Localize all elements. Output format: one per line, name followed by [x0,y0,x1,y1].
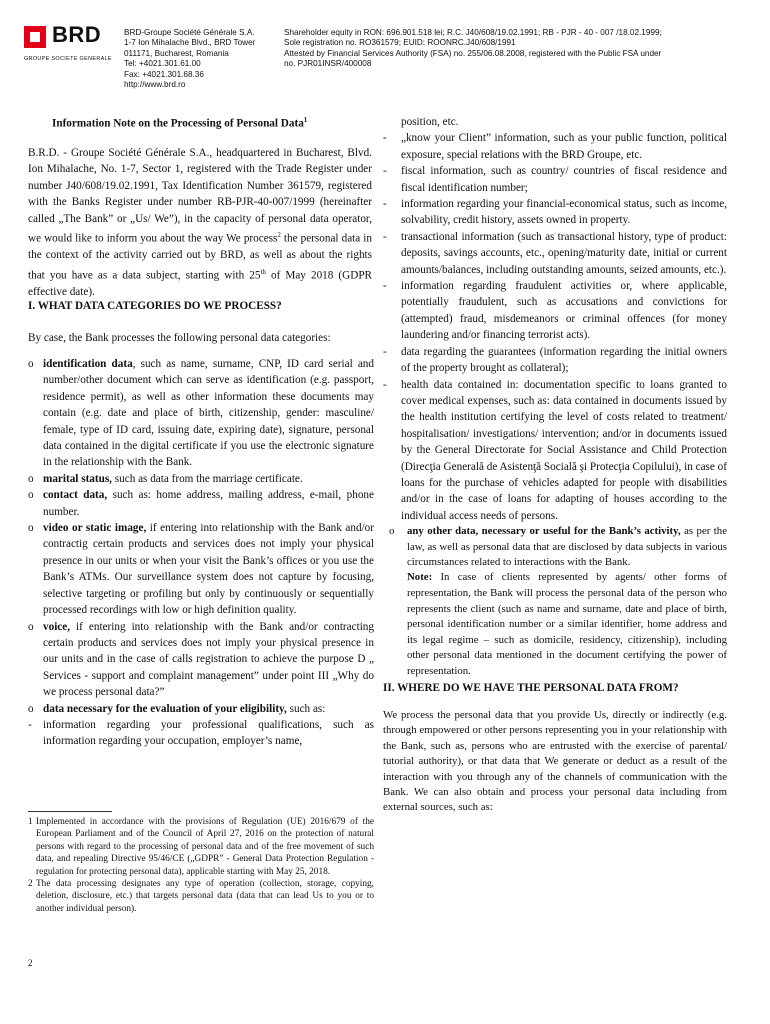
brd-logo-subtitle: GROUPE SOCIETE GENERALE [24,56,112,62]
list-item: o identification data, such as name, surname, CNP, ID card serial and number/other document which can serve as identification (e.g. passport, residence permit), as well as other information these documents may contain (e.g. date and place of birth, citizenship, gender: masculine/ female, type of ID card, issuing date, expiring date), signature, personal data contained in the digital certificate if you use the electronic signature in the relationship with the Bank. [28,358,374,469]
list-item: o marital status, such as data from the marriage certificate. [28,471,374,487]
list-item: o voice, if entering into relationship with the Bank and/or contracting certain products and services does not imply your physical presence in our units and in the case of calls registration to achieve the purpose D „ Services - support and complaint management” under point III „Why do we process personal data?” [28,620,374,699]
address-line: Fax: +4021.301.68.36 [124,69,204,79]
dash-marker: - [383,280,387,293]
bullet-marker: o [28,358,34,370]
website-link[interactable]: http://www.brd.ro [124,80,186,90]
footnote-number: 2 [28,879,33,890]
dash-marker: - [383,345,387,358]
footnote-ref[interactable]: 1 [303,116,308,124]
list-item: - transactional information (such as transactional history, type of product: deposits, savings accounts, etc., opening/maturity date, initial or current amounts/balances, including outstanding amounts, seized amounts, etc.). [383,230,727,276]
address-line: BRD-Groupe Société Générale S.A. [124,28,255,37]
section-paragraph: We process the personal data that you provide Us, directly or indirectly (e.g. through empowered or other persons representing you in your relationship with the Bank, such as, persons who are entrusted with the exercise of parental/ tutorial authority), or that data that We generate or deduct as a result of the interaction with you through any of the channels of communication with the Bank. We can also obtain and process your personal data including from external sources, such as: [383,708,727,814]
lead-paragraph: By case, the Bank processes the following personal data categories: [28,332,331,344]
list-item: o any other data, necessary or useful for the Bank’s activity, as per the law, as well as personal data that are disclosed by data subjects in various circumstances related to interactions with the Bank. [389,525,727,568]
list-item: - information regarding your professional qualifications, such as information regarding your occupation, employer’s name, [28,718,374,748]
address-line: Tel: +4021.301.61.00 [124,59,201,69]
list-item: o contact data, such as: home address, mailing address, e-mail, phone number. [28,489,374,518]
dash-marker: - [28,718,32,731]
footnote-number: 1 [28,817,33,827]
registration-line: no. PJR01INSR/400008 [284,59,372,69]
list-item: - „know your Client” information, such as your public function, political exposure, special relations with the BRD Groupe, etc. [383,132,727,161]
footnote: 1 Implemented in accordance with the provisions of Regulation (UE) 2016/679 of the European Parliament and of the Council of April 27, 2016 on the protection of natural persons with regard to the processing of personal data and of the free movement of such data, and repealing Directive 95/46/CE („GDPR” - General Data Protection Regulation - regulation for protecting personal data), applicable starting with May 25, 2018. [28,817,374,877]
brd-logo-text: BRD [52,22,102,47]
bullet-marker: o [28,702,34,715]
registration-line: Attested by Financial Services Authority (FSA) no. 255/06.08.2008, registered with the Public FSA under [284,48,662,58]
dash-marker: - [383,132,387,145]
footnote-ref[interactable]: 2 [277,231,281,240]
dash-marker: - [383,378,387,391]
footnotes [28,816,374,915]
dash-marker: - [383,230,387,243]
right-column [383,114,727,816]
note-paragraph: Note: In case of clients represented by agents/ other forms of representation, the Bank will process the personal data of the person who represents the client (such as name and surname, date and place of birth, personal identification number or a similar identifier, home address and its legal regime – such as domicile, residency, citizenship), including other personal data mentioned in the document certifying the power of representation. [407,571,727,677]
list-item: - fiscal information, such as country/ countries of fiscal residence and fiscal identification number; [383,165,727,194]
bullet-marker: o [28,620,34,633]
company-address-block [124,28,284,90]
continued-text: position, etc. [401,116,459,128]
data-category-list [28,356,374,750]
bullet-marker: o [28,489,34,502]
list-item: o video or static image, if entering into relationship with the Bank and/or contractig certain products and services does not imply your physical presence in our units or when your visit the Bank’s offices or you use the Bank’s ATMs. Our surveillance system does not capture by focusing, selective targeting or profiling but only by continuously or sequentially processed recordings with low or high definition quality. [28,522,374,617]
address-line: 011171, Bucharest, Romania [124,48,229,58]
list-item: - health data contained in: documentation specific to loans granted to cover medical expenses, such as: data contained in documents issued by the health institution certifying the level of costs related to treatment/ hospitalisation/ investigations/ intervention; and/or in documents issued by the General Directorate for Social Assistance and Child Protection (Direcţia Generală de Asistenţă Socială şi Protecţia Copilului), in case of loans for the purchase of vehicles adapted for people with disabilities and/or in the case of loans for adapting of houses according to the individual access needs of persons. [383,378,727,522]
dash-marker: - [383,198,387,211]
document-title: Information Note on the Processing of Personal Data$^1$ [52,116,308,130]
list-item: - information regarding fraudulent activities or, where applicable, potentially fraudulent, such as accusations and convictions for (attempted) fraud, misdemeanors or criminal offences (for money laundering and/or financing terrorist acts). [383,280,727,342]
footnote-divider [28,811,112,812]
address-line: 1-7 Ion Mihalache Blvd., BRD Tower [124,38,256,48]
section-heading: I. WHAT DATA CATEGORIES DO WE PROCESS? [28,300,282,312]
bullet-marker: o [28,472,34,485]
bullet-marker: o [28,522,34,535]
section-heading: II. WHERE DO WE HAVE THE PERSONAL DATA FROM? [383,681,679,694]
company-registration-block [284,28,722,70]
brd-logo-mark [24,26,46,48]
registration-line: Sole registration no. RO361579; EUID: ROONRC.J40/608/1991 [284,38,516,48]
list-item: o data necessary for the evaluation of your eligibility, such as: [28,701,374,717]
footnote: 2 The data processing designates any type of operation (collection, storage, copying, deletion, disclosure, etc.) that targets personal data (data that can lead Us to you or to another individual person). [28,879,374,914]
page-number: 2 [28,958,33,968]
dash-marker: - [383,165,387,178]
registration-line: Shareholder equity in RON: 696.901.518 lei; R.C. J40/608/19.02.1991; RB - PJR - 40 - 007 /18.02.1999; [284,28,662,37]
bullet-marker: o [389,525,395,538]
list-item: - information regarding your financial-economical status, such as income, solvability, credit history, assets owned in property. [383,198,727,227]
intro-paragraph: B.R.D. - Groupe Société Générale S.A., headquartered in Bucharest, Blvd. Ion Mihalache, No. 1-7, Sector 1, registered with the Trade Register under number J40/608/19.02.1991, Tax Identification Number 361579, registered with the Banks Register under number RB-PJR-40-007/1999 (hereinafter called „The Bank” or „Us/ We”), in the capacity of personal data operator, we would like to inform you about the way We process$^2$ the personal data in the context of the activity carried out by BRD, as well as about the rights that you have as a data subject, starting with 25th of May 2018 (GDPR effective date). [28,147,372,298]
list-item: - data regarding the guarantees (information regarding the initial owners of the property brought as collateral); [383,345,727,375]
